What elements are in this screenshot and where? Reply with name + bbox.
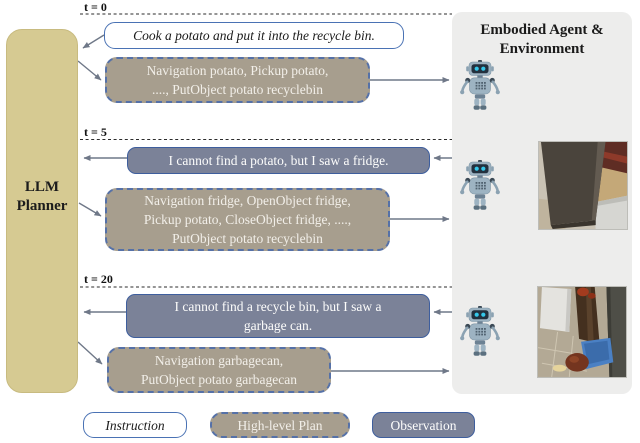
legend-observation — [372, 412, 475, 438]
garbage-can-observation-image — [537, 286, 627, 378]
llm-planner-label — [17, 178, 68, 216]
plan-text-line: Navigation potato, Pickup potato, — [146, 63, 329, 78]
plan-text-line: Pickup potato, CloseObject fridge, ...., — [143, 212, 352, 227]
plan-text-line: PutObject potato recyclebin — [172, 231, 323, 246]
instruction-text: Cook a potato and put it into the recycle bin. — [133, 28, 375, 43]
instruction-box-t0 — [104, 22, 404, 49]
environment-title-line1: Embodied Agent & — [480, 22, 604, 38]
observation-text-line: garbage can. — [243, 318, 313, 333]
plan-text-line: Navigation fridge, OpenObject fridge, — [144, 193, 351, 208]
arrow-planner-to-plan-t0 — [78, 61, 101, 80]
plan-text-line: PutObject potato garbagecan — [141, 372, 297, 387]
plan-box-t5 — [105, 188, 390, 251]
plan-box-t20 — [107, 347, 331, 393]
observation-box-t20 — [126, 294, 430, 338]
timestep-label-t5: t = 5 — [84, 125, 107, 139]
environment-title — [452, 21, 632, 59]
plan-text-line: ...., PutObject potato recyclebin — [152, 82, 323, 97]
llm-planner-label-line1: LLM — [24, 179, 60, 195]
robot-icon — [458, 60, 502, 112]
llm-planner-label-line2: Planner — [16, 198, 68, 214]
plan-text-line: Navigation garbagecan, — [154, 353, 284, 368]
arrow-planner-to-plan-t20 — [78, 342, 102, 364]
legend-plan-label: High-level Plan — [237, 417, 323, 433]
llm-planner-box — [6, 29, 78, 393]
arrow-instruction-to-planner — [83, 35, 104, 48]
fridge-observation-image — [538, 141, 628, 230]
observation-text-line: I cannot find a potato, but I saw a fridge. — [168, 153, 389, 168]
legend-instruction-label: Instruction — [105, 417, 165, 433]
observation-text-line: I cannot find a recycle bin, but I saw a — [174, 299, 382, 314]
legend-high-level-plan — [210, 412, 350, 438]
timestep-label-t20: t = 20 — [84, 272, 113, 286]
plan-box-t0 — [105, 57, 370, 103]
environment-title-line2: Environment — [499, 41, 585, 57]
robot-icon — [458, 160, 502, 212]
timestep-label-t0: t = 0 — [84, 0, 107, 14]
observation-box-t5 — [127, 147, 430, 174]
legend-observation-label: Observation — [390, 417, 457, 433]
legend-instruction — [83, 412, 187, 438]
arrow-planner-to-plan-t5 — [79, 203, 101, 216]
robot-icon — [458, 306, 502, 358]
